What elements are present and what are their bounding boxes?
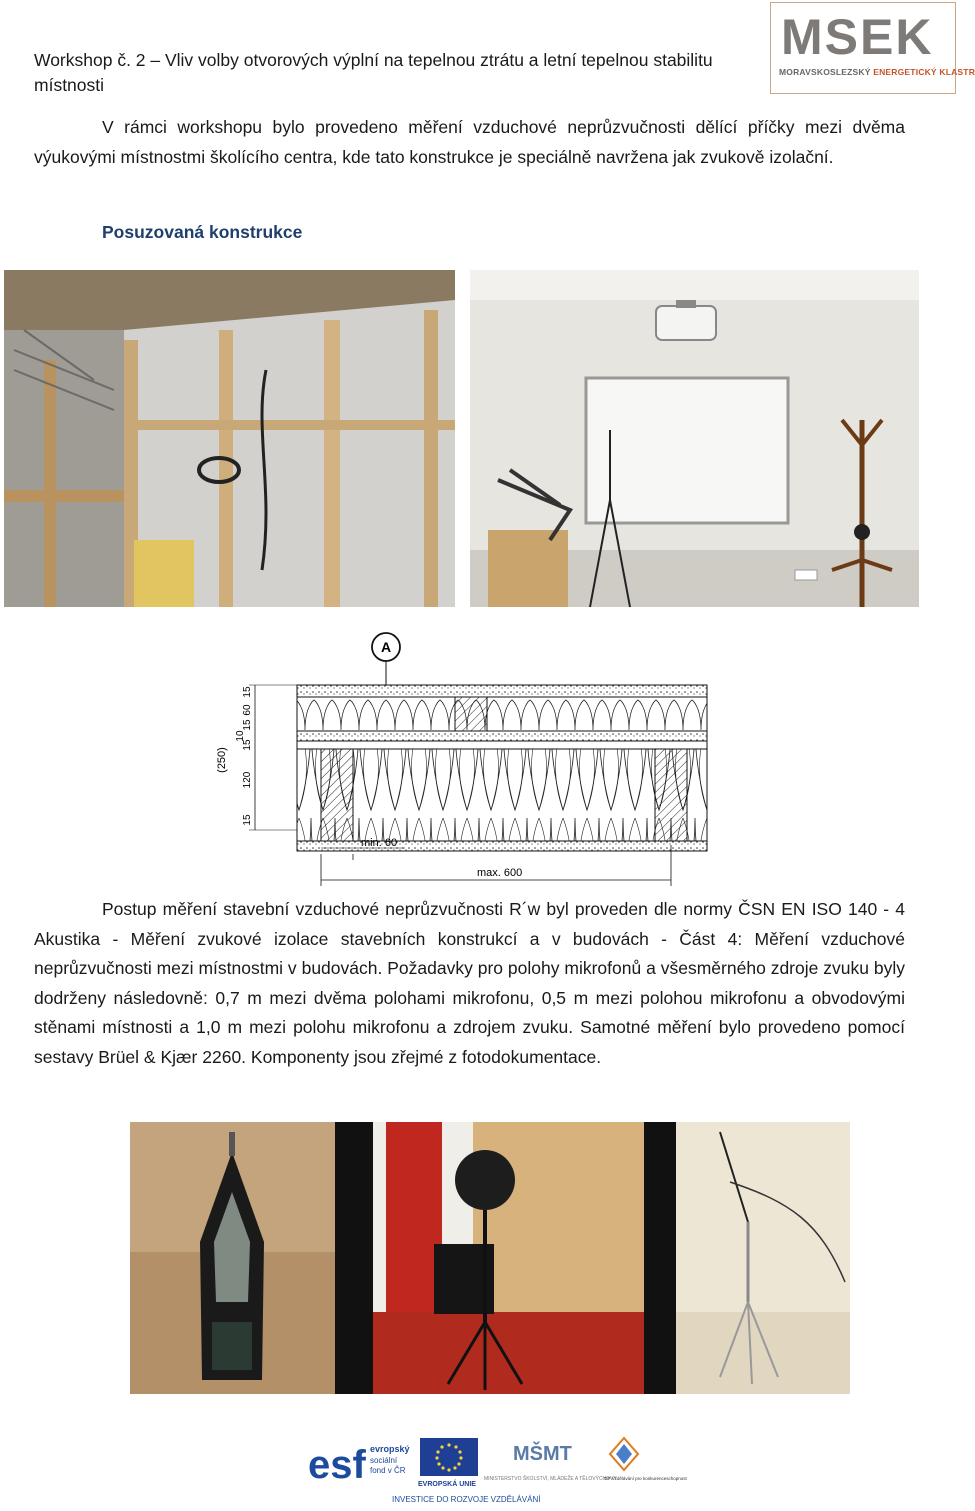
msmt-logo: MŠMT (513, 1443, 572, 1465)
section-title: Posuzovaná konstrukce (102, 222, 303, 242)
section-marker: A (380, 639, 392, 655)
dim-3: 10 (235, 730, 246, 742)
procedure-paragraph: Postup měření stavební vzduchové neprůzvučnosti R´w byl proveden dle normy ČSN EN ISO 140 - 4 Akustika - Měření zvukové izolace stavebních konstrukcí a v budovách - Část 4: Měření vzduchové neprůzvučnosti mezi místnostmi v budovách. Požadavky pro polohy mikrofonů a všesměrného zdroje zvuku byly dodrženy následovně: 0,7 m mezi dvěma polohami mikrofonu, 0,5 m mezi polohou mikrofonu a obvodovými stěnami místnosti a 1,0 m mezi polohu mikrofonu a zdrojem zvuku. Samotné měření bylo provedeno pomocí sestavy Brüel & Kjær 2260. Komponenty jsou zřejmé z fotodokumentace. (34, 899, 905, 1067)
logo-name: MSEK (781, 9, 934, 65)
footer-tagline: INVESTICE DO ROZVOJE VZDĚLÁVÁNÍ (392, 1495, 541, 1504)
dim-2: 15 (242, 739, 253, 751)
intro-paragraph: V rámci workshopu bylo provedeno měření vzduchové neprůzvučnosti dělící příčky mezi dvěma výukovými místnostmi školícího centra, kde tato konstrukce je speciálně navržena jak zvukově izolační. (34, 117, 905, 167)
esf-line2: sociální (370, 1456, 398, 1465)
equipment-photos (130, 1122, 850, 1394)
dim-max: max. 600 (477, 867, 523, 879)
dim-1: 120 (242, 771, 253, 789)
esf-logo: esf (308, 1443, 366, 1487)
msek-logo (770, 2, 975, 94)
classroom-photo (470, 270, 919, 607)
footer-logos (308, 1434, 687, 1506)
msmt-label: MINISTERSTVO ŠKOLSTVÍ, MLÁDEŽE A TĚLOVÝCHOVY (484, 1476, 617, 1482)
esf-line1: evropský (370, 1444, 410, 1454)
dim-min: min. 60 (361, 837, 398, 849)
esf-line3: fond v ČR (370, 1466, 406, 1475)
op-label: OP Vzdělávání pro konkurenceschopnost (604, 1476, 687, 1481)
dim-0: 15 (242, 814, 253, 826)
construction-detail-drawing (215, 630, 725, 888)
dim-5: 60 (242, 704, 253, 716)
eu-label: EVROPSKÁ UNIE (418, 1481, 476, 1488)
dim-6: 15 (242, 686, 253, 698)
dim-4: 15 (242, 719, 253, 731)
document-header: Workshop č. 2 – Vliv volby otvorových výplní na tepelnou ztrátu a letní tepelnou stabilitu místnosti (34, 50, 713, 95)
logo-subtitle: MORAVSKOSLEZSKÝ ENERGETICKÝ KLASTR (779, 67, 975, 77)
dim-total: (250) (216, 747, 228, 773)
construction-photo (4, 270, 455, 607)
